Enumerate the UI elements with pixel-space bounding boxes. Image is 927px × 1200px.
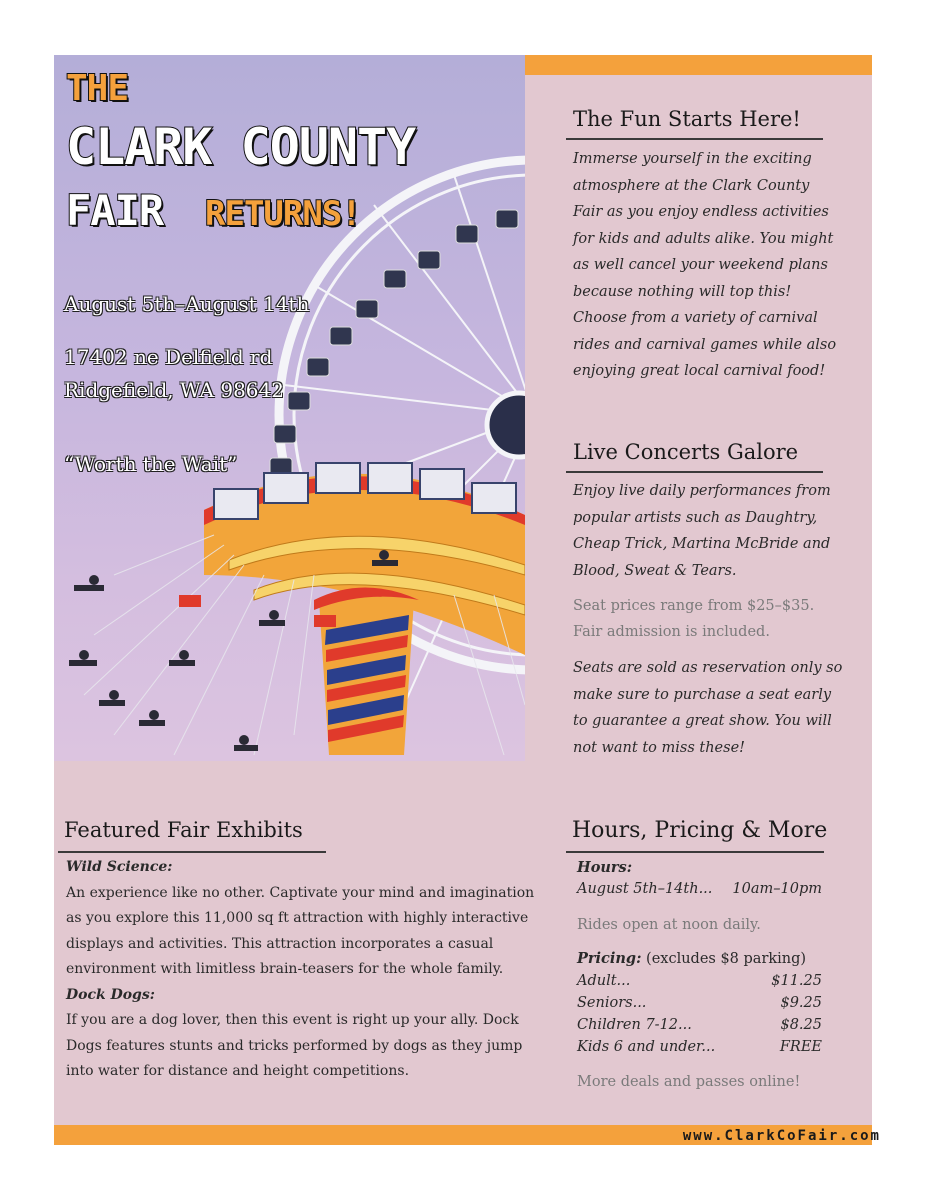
hero-dates: August 5th–August 14th	[64, 292, 310, 316]
hours-heading-rule	[566, 851, 824, 853]
price-row-seniors: Seniors... $9.25	[577, 995, 822, 1011]
hero-address-line2: Ridgefield, WA 98642	[64, 378, 284, 402]
exhibits-heading: Featured Fair Exhibits	[64, 818, 303, 842]
hours-row: August 5th–14th... 10am–10pm	[577, 881, 822, 897]
title-clark-county: CLARK COUNTY	[66, 118, 416, 176]
exhibits-heading-rule	[58, 851, 326, 853]
dock-dogs-title: Dock Dogs:	[66, 986, 155, 1003]
exhibits-body: Wild Science: An experience like no other. Captivate your mind and imagination as you explore this 11,000 sq ft attraction with highly interactive displays and activities. This attraction incorporates a casual environment with limitless brain-teasers for the whole family. Dock Dogs: If you are a dog lover, then this event is right up your ally. Dock Dogs features stunts and tricks performed by dogs as they jump into water for distance and height competitions.	[66, 855, 536, 1085]
concerts-reservation: Seats are sold as reservation only so make sure to purchase a seat early to guarantee a great show. You will not want to miss these!	[573, 660, 843, 756]
price-row-children: Children 7-12... $8.25	[577, 1017, 822, 1033]
title-the: THE	[66, 68, 129, 109]
hours-heading: Hours, Pricing & More	[572, 818, 828, 843]
concerts-prices: Seat prices range from $25–$35. Fair admission is included.	[573, 598, 815, 640]
hours-label: Hours:	[577, 859, 633, 876]
fun-heading-rule	[566, 138, 823, 140]
fun-paragraph: Immerse yourself in the exciting atmosphere at the Clark County Fair as you enjoy endless activities for kids and adults alike. You might as well cancel your weekend plans because nothing will top this! Choose from a variety of carnival rides and carnival games while also enjoying great local carnival food!	[573, 151, 837, 379]
wild-science-title: Wild Science:	[66, 859, 173, 875]
fun-heading: The Fun Starts Here!	[573, 107, 801, 131]
top-accent-bar	[525, 55, 872, 75]
title-fair: FAIR	[66, 186, 164, 235]
swing-ride-illustration	[204, 463, 525, 755]
concerts-paragraph: Enjoy live daily performances from popular artists such as Daughtry, Cheap Trick, Martina McBride and Blood, Sweat & Tears.	[573, 483, 831, 579]
hero-address-line1: 17402 ne Delfield rd	[64, 345, 273, 369]
website-link[interactable]: www.ClarkCoFair.com	[682, 1128, 881, 1144]
hero-tagline: “Worth the Wait”	[64, 452, 238, 476]
pricing-label-row: Pricing: (excludes $8 parking)	[577, 950, 807, 967]
price-row-kids: Kids 6 and under... FREE	[577, 1039, 822, 1055]
deals-note: More deals and passes online!	[577, 1074, 801, 1090]
concerts-heading: Live Concerts Galore	[573, 440, 799, 464]
price-row-adult: Adult... $11.25	[577, 973, 822, 989]
rides-note: Rides open at noon daily.	[577, 917, 761, 933]
title-returns: RETURNS!	[205, 194, 361, 234]
concerts-heading-rule	[566, 471, 823, 473]
